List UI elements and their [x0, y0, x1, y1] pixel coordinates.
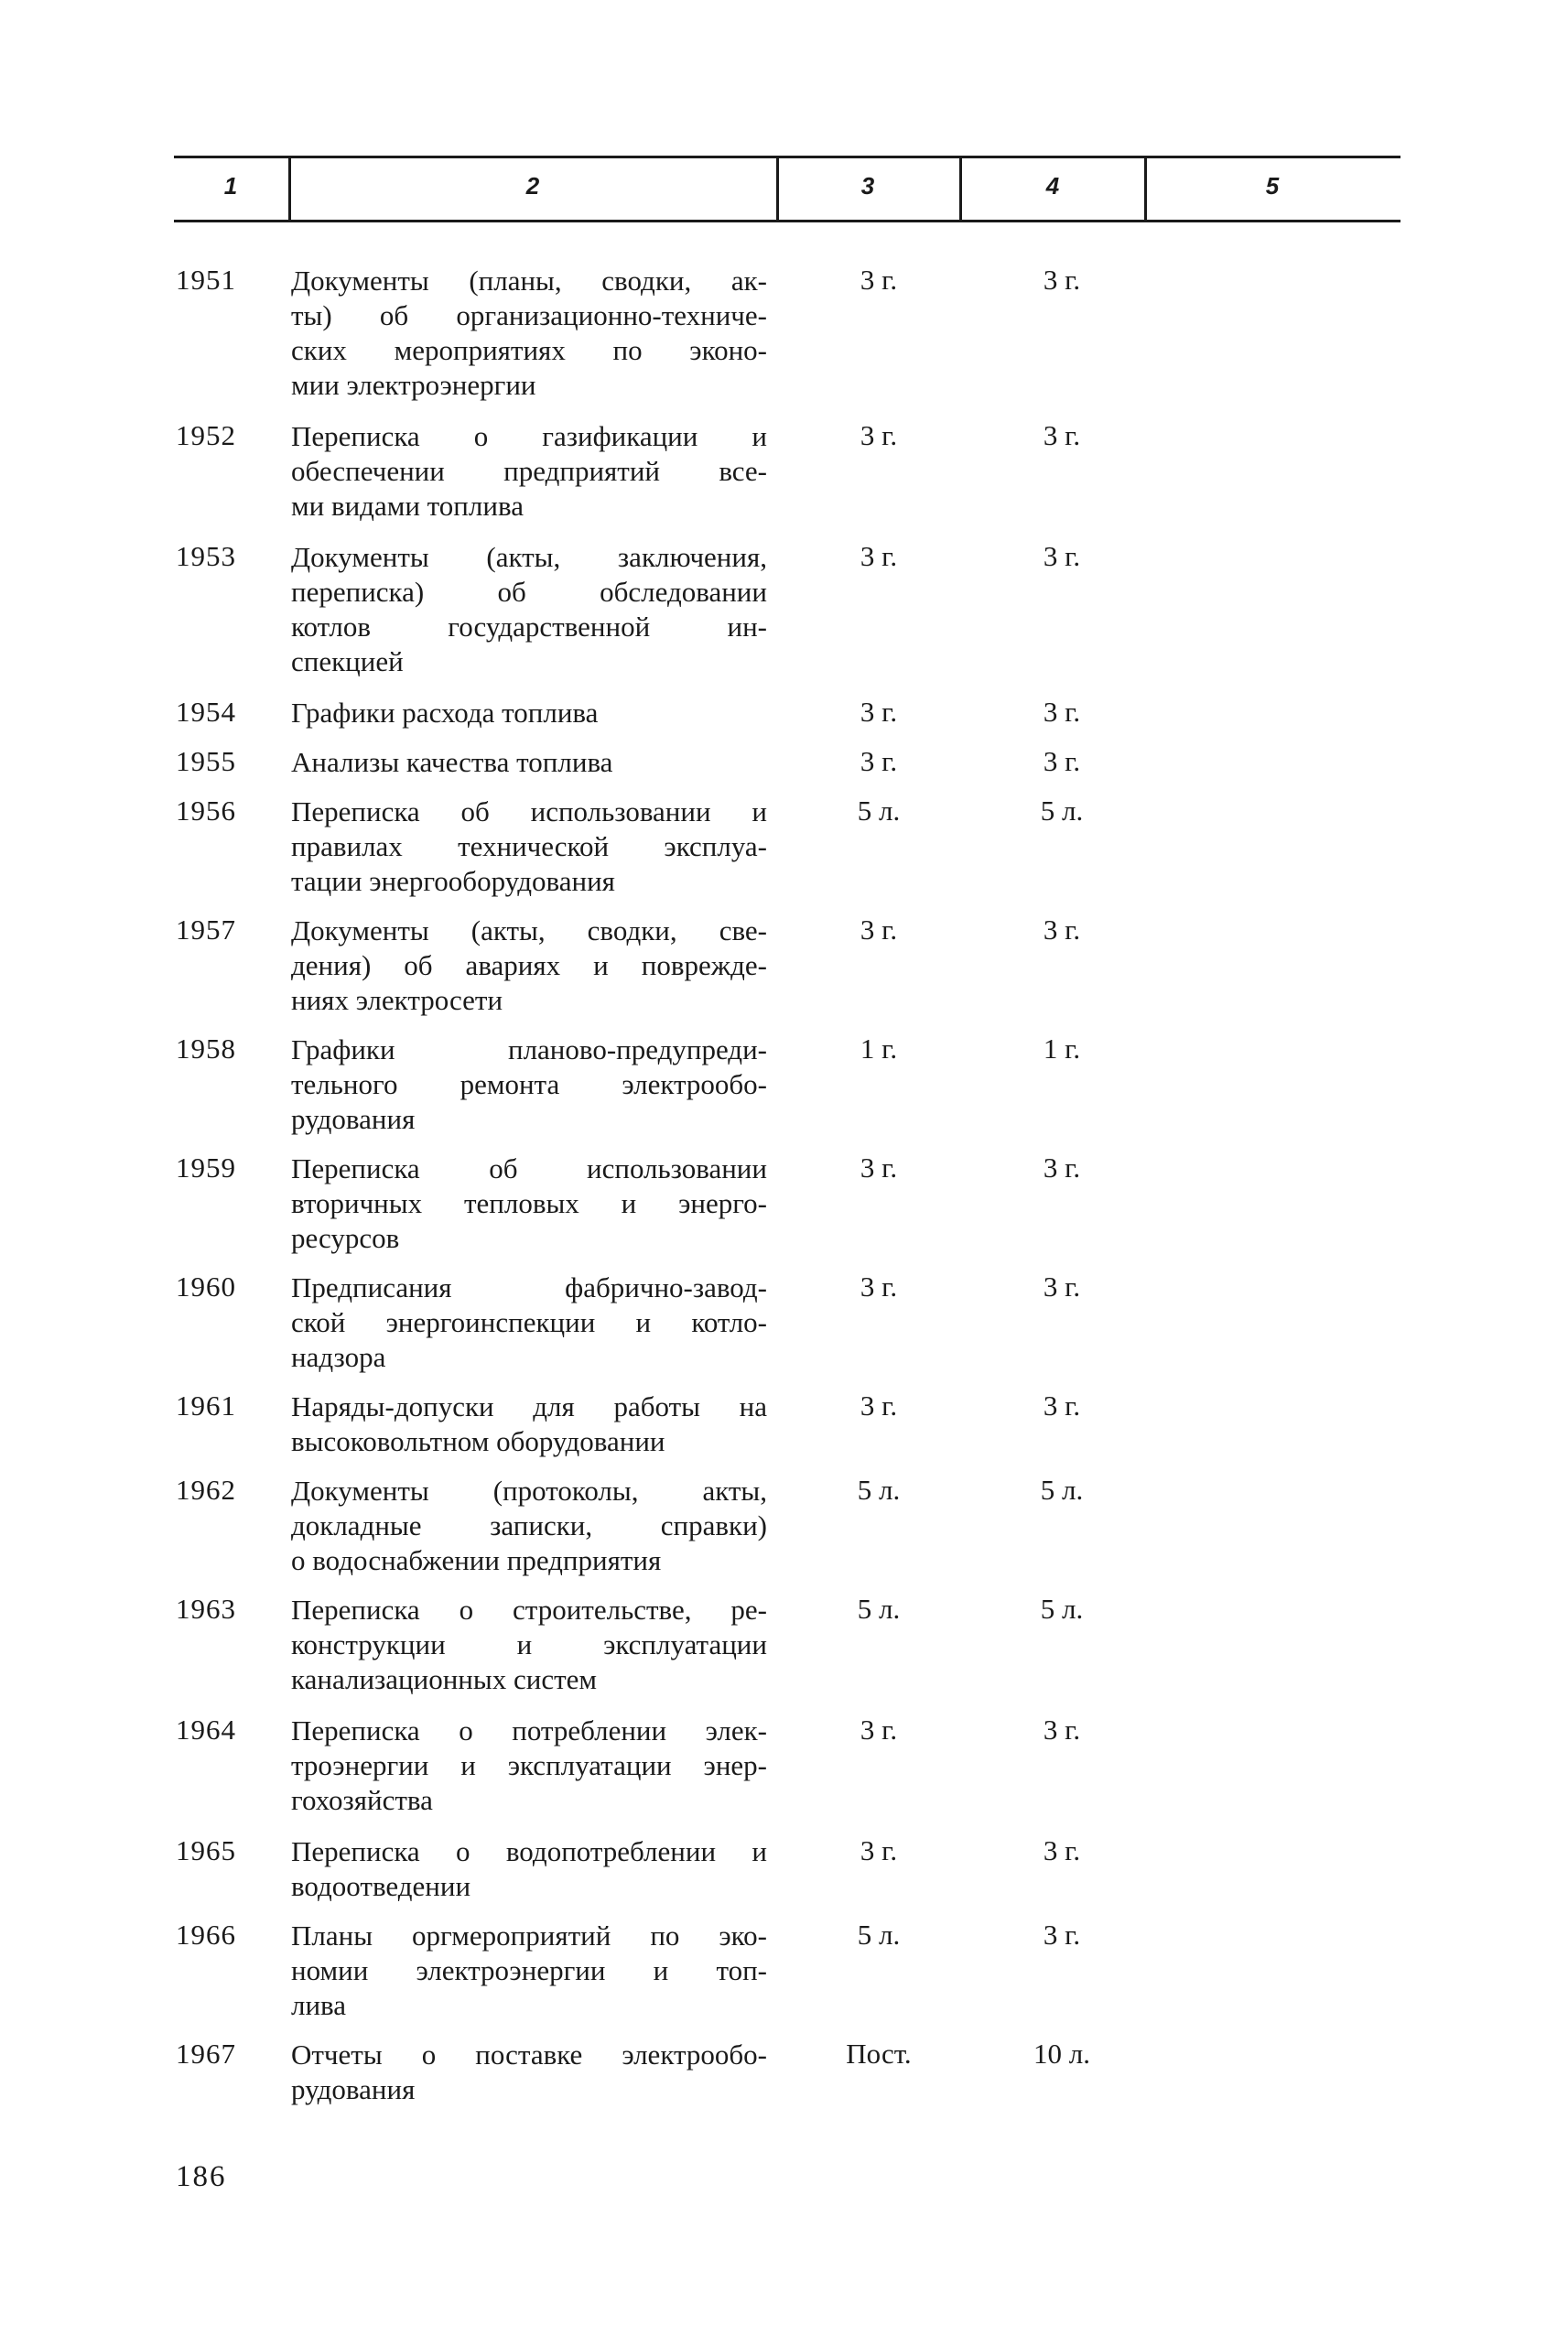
retention-period-col4: 3 г.	[1043, 1152, 1081, 1184]
title-line: рудования	[291, 1103, 416, 1135]
retention-period-col3: 3 г.	[860, 745, 898, 777]
article-number: 1967	[176, 2038, 236, 2070]
title-line: Документы (акты, сводки, све-	[291, 914, 767, 946]
retention-period-col3: Пост.	[846, 2038, 912, 2070]
title-line: высоковольтном оборудовании	[291, 1425, 665, 1457]
article-number: 1957	[176, 914, 236, 946]
retention-period-col4: 3 г.	[1043, 696, 1081, 728]
header-top-rule	[174, 156, 1400, 158]
retention-period-col3: 5 л.	[857, 795, 901, 827]
title-line: надзора	[291, 1341, 386, 1373]
title-line: конструкции и эксплуатации	[291, 1628, 767, 1660]
title-line: Анализы качества топлива	[291, 746, 613, 778]
page-number: 186	[176, 2160, 227, 2193]
article-title	[291, 1714, 767, 1818]
retention-period-col3: 3 г.	[860, 1152, 898, 1184]
title-line: лива	[291, 1989, 347, 2021]
title-line: Переписка о газификации и	[291, 420, 767, 452]
article-title	[291, 540, 767, 679]
article-title	[291, 1033, 767, 1137]
title-line: Наряды-допуски для работы на	[291, 1390, 767, 1422]
article-number: 1966	[176, 1919, 236, 1951]
retention-period-col3: 3 г.	[860, 1271, 898, 1303]
article-title	[291, 1390, 767, 1459]
article-number: 1960	[176, 1271, 236, 1303]
retention-period-col4: 3 г.	[1043, 419, 1081, 451]
retention-period-col4: 3 г.	[1043, 1271, 1081, 1303]
article-number: 1954	[176, 696, 236, 728]
article-number: 1953	[176, 540, 236, 572]
retention-period-col3: 3 г.	[860, 696, 898, 728]
column-header-2: 2	[525, 172, 540, 200]
retention-period-col3: 3 г.	[860, 540, 898, 572]
retention-period-col4: 3 г.	[1043, 1714, 1081, 1746]
title-line: ми видами топлива	[291, 490, 524, 522]
article-number: 1952	[176, 419, 236, 451]
retention-period-col3: 3 г.	[860, 264, 898, 296]
retention-period-col4: 5 л.	[1040, 795, 1084, 827]
title-line: Переписка о потреблении элек-	[291, 1714, 767, 1746]
title-line: Переписка об использовании и	[291, 795, 767, 827]
column-header-5: 5	[1265, 172, 1280, 200]
retention-period-col3: 5 л.	[857, 1919, 901, 1951]
article-number: 1964	[176, 1714, 236, 1746]
column-header-1: 1	[223, 172, 238, 200]
article-number: 1963	[176, 1593, 236, 1625]
title-line: канализационных систем	[291, 1663, 598, 1695]
article-title	[291, 745, 767, 780]
article-title	[291, 696, 767, 730]
title-line: докладные записки, справки)	[291, 1509, 767, 1541]
retention-period-col3: 5 л.	[857, 1593, 901, 1625]
article-number: 1959	[176, 1152, 236, 1184]
title-line: Переписка о строительстве, ре-	[291, 1594, 767, 1626]
article-number: 1951	[176, 264, 236, 296]
title-line: Документы (акты, заключения,	[291, 541, 767, 573]
title-line: ских мероприятиях по эконо-	[291, 334, 767, 366]
title-line: Переписка о водопотреблении и	[291, 1835, 767, 1867]
title-line: Переписка об использовании	[291, 1152, 767, 1184]
article-number: 1962	[176, 1474, 236, 1506]
article-number: 1956	[176, 795, 236, 827]
title-line: тельного ремонта электрообо-	[291, 1068, 767, 1100]
title-line: гохозяйства	[291, 1784, 433, 1816]
retention-period-col3: 3 г.	[860, 1714, 898, 1746]
title-line: о водоснабжении предприятия	[291, 1544, 662, 1576]
article-title	[291, 1834, 767, 1904]
title-line: котлов государственной ин-	[291, 611, 767, 643]
retention-period-col4: 1 г.	[1043, 1033, 1081, 1065]
retention-period-col3: 3 г.	[860, 1390, 898, 1422]
article-title	[291, 1152, 767, 1256]
article-title	[291, 1919, 767, 2023]
title-line: ниях электросети	[291, 984, 503, 1016]
article-title	[291, 2038, 767, 2107]
article-number: 1965	[176, 1834, 236, 1866]
header-divider	[776, 156, 779, 222]
title-line: Документы (протоколы, акты,	[291, 1475, 767, 1507]
title-line: рудования	[291, 2073, 416, 2105]
retention-period-col4: 5 л.	[1040, 1474, 1084, 1506]
retention-period-col4: 5 л.	[1040, 1593, 1084, 1625]
retention-period-col3: 5 л.	[857, 1474, 901, 1506]
retention-period-col3: 3 г.	[860, 419, 898, 451]
title-line: Графики расхода топлива	[291, 697, 599, 729]
title-line: дения) об авариях и поврежде-	[291, 949, 767, 981]
retention-period-col4: 3 г.	[1043, 914, 1081, 946]
title-line: ской энергоинспекции и котло-	[291, 1306, 767, 1338]
article-number: 1961	[176, 1390, 236, 1422]
retention-period-col4: 3 г.	[1043, 264, 1081, 296]
article-title	[291, 419, 767, 524]
article-title	[291, 914, 767, 1018]
title-line: спекцией	[291, 645, 404, 677]
retention-period-col4: 3 г.	[1043, 1919, 1081, 1951]
title-line: обеспечении предприятий все-	[291, 455, 767, 487]
title-line: тации энергооборудования	[291, 865, 615, 897]
header-divider	[288, 156, 291, 222]
title-line: ты) об организационно-техниче-	[291, 299, 767, 331]
title-line: Документы (планы, сводки, ак-	[291, 265, 767, 297]
title-line: Планы оргмероприятий по эко-	[291, 1919, 767, 1952]
article-number: 1958	[176, 1033, 236, 1065]
retention-period-col4: 10 л.	[1033, 2038, 1090, 2070]
column-header-4: 4	[1045, 172, 1060, 200]
retention-period-col4: 3 г.	[1043, 540, 1081, 572]
title-line: переписка) об обследовании	[291, 576, 767, 608]
article-title	[291, 1474, 767, 1578]
title-line: номии электроэнергии и топ-	[291, 1954, 767, 1986]
retention-period-col4: 3 г.	[1043, 1834, 1081, 1866]
title-line: мии электроэнергии	[291, 369, 536, 401]
title-line: Графики планово-предупреди-	[291, 1033, 767, 1065]
title-line: Отчеты о поставке электрообо-	[291, 2038, 767, 2071]
article-title	[291, 795, 767, 899]
article-number: 1955	[176, 745, 236, 777]
column-header-3: 3	[860, 172, 875, 200]
header-divider	[1144, 156, 1147, 222]
title-line: Предписания фабрично-завод-	[291, 1271, 767, 1303]
header-divider	[959, 156, 962, 222]
title-line: троэнергии и эксплуатации энер-	[291, 1749, 767, 1781]
title-line: ресурсов	[291, 1222, 400, 1254]
retention-period-col3: 3 г.	[860, 914, 898, 946]
article-title	[291, 1271, 767, 1375]
title-line: правилах технической эксплуа-	[291, 830, 767, 862]
article-title	[291, 1593, 767, 1697]
title-line: вторичных тепловых и энерго-	[291, 1187, 767, 1219]
retention-period-col4: 3 г.	[1043, 745, 1081, 777]
retention-period-col3: 3 г.	[860, 1834, 898, 1866]
retention-period-col3: 1 г.	[860, 1033, 898, 1065]
article-title	[291, 264, 767, 403]
title-line: водоотведении	[291, 1870, 471, 1902]
header-bottom-rule	[174, 220, 1400, 222]
retention-period-col4: 3 г.	[1043, 1390, 1081, 1422]
